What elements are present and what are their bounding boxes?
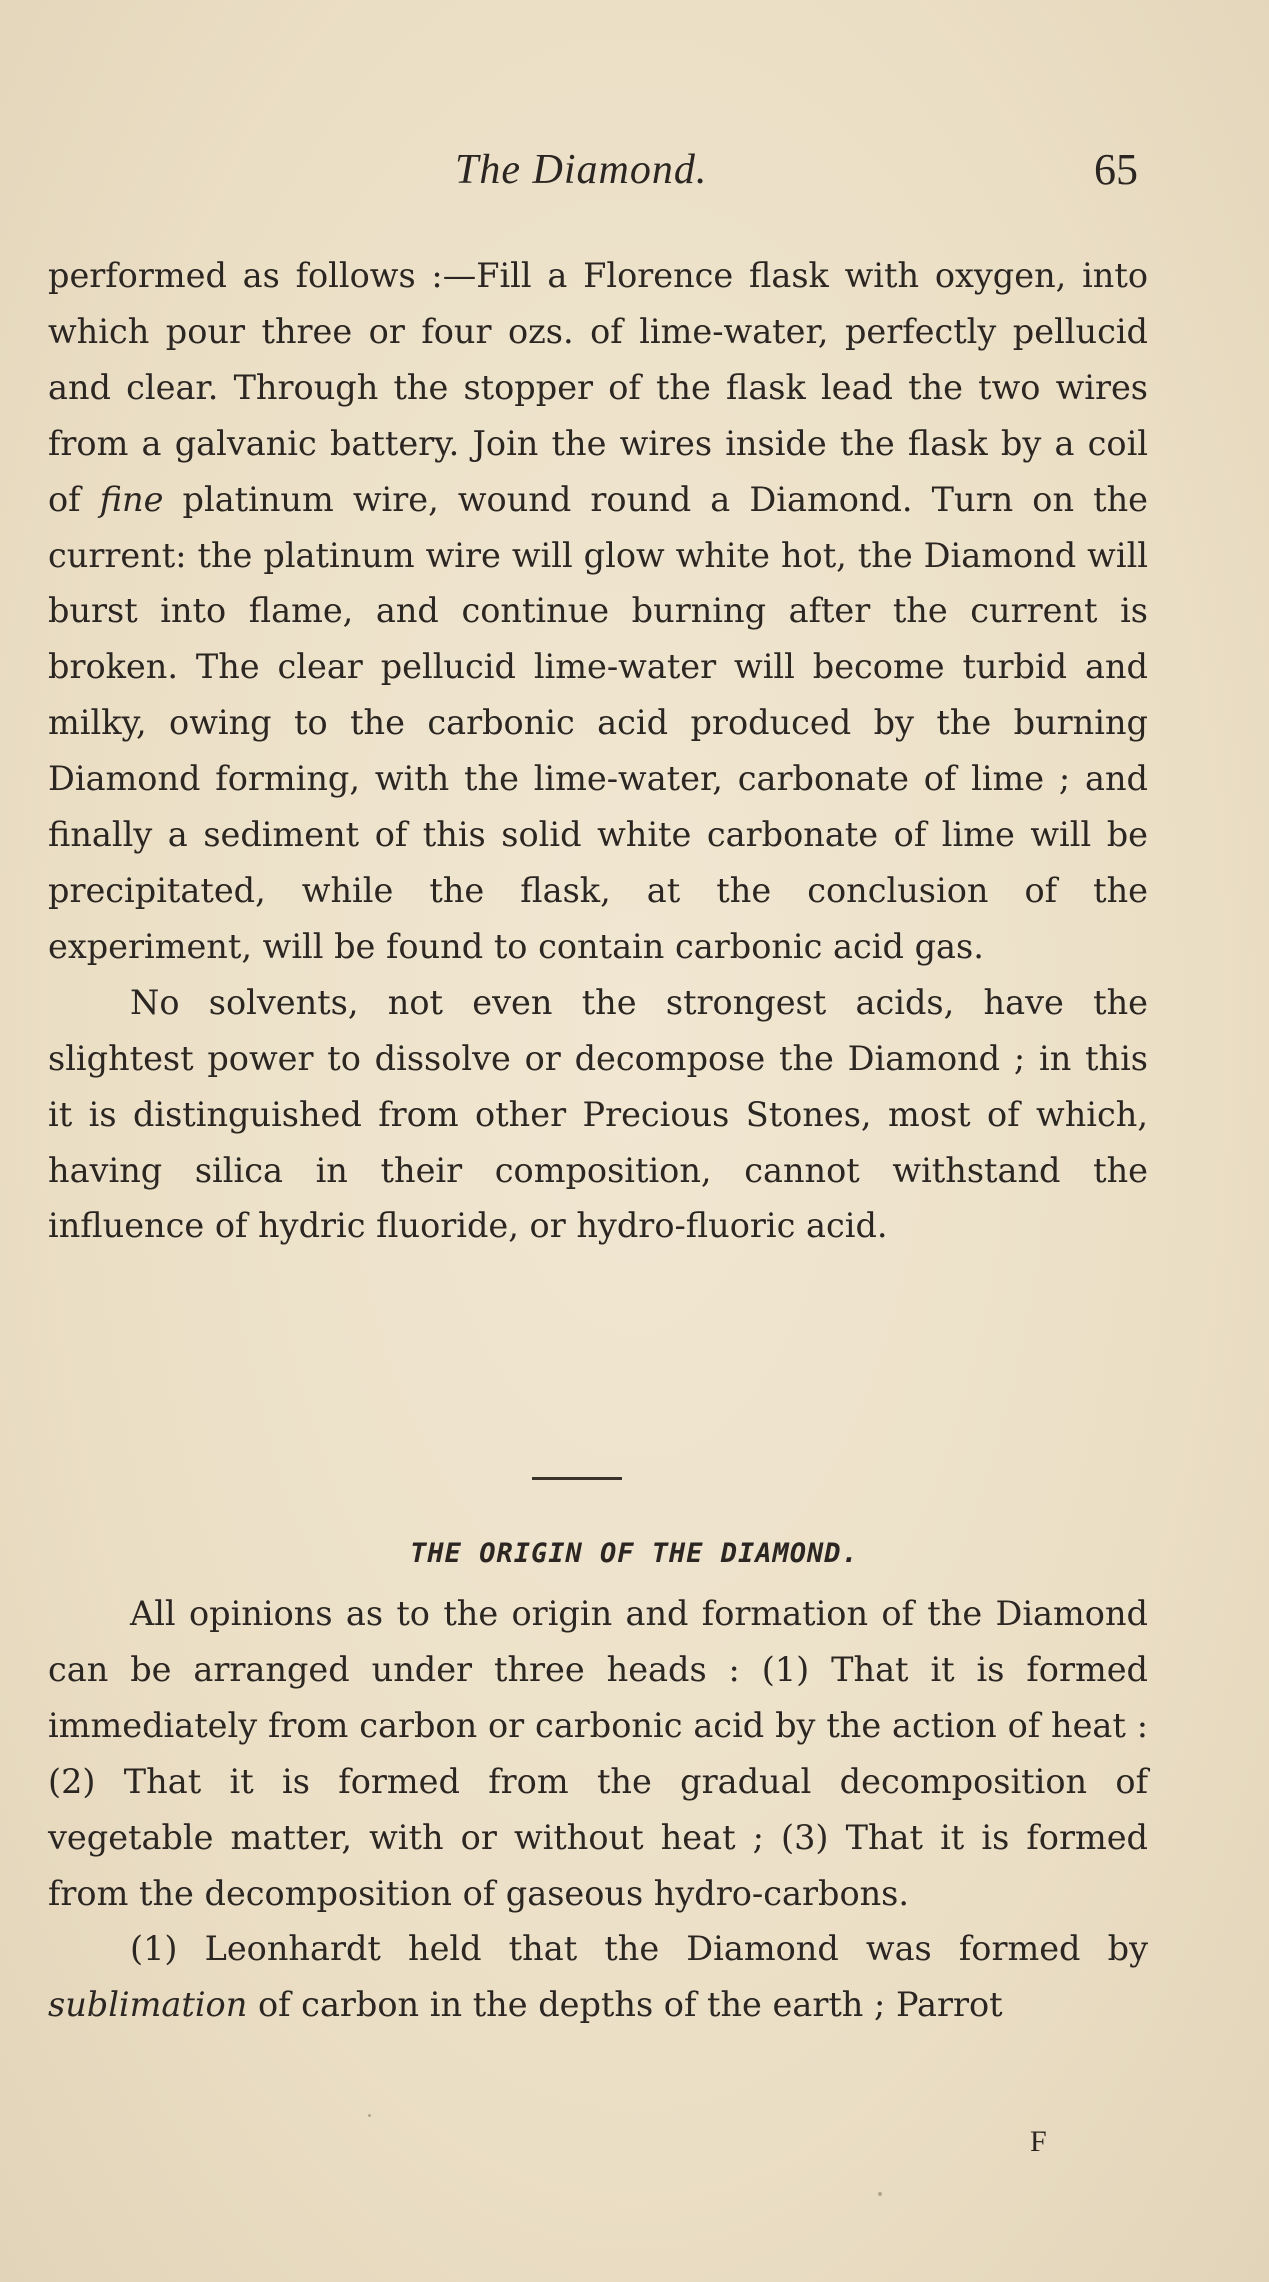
body-text-section <box>48 1586 1148 2033</box>
paragraph-leonhardt <box>48 1921 1148 2033</box>
paper-speck <box>368 2114 371 2117</box>
paper-speck <box>878 2192 882 2196</box>
paragraph-origin-heads: All opinions as to the origin and formation of the Diamond can be arranged under three heads : (1) That it is formed immediately from carbon or carbonic acid by the action of heat : (2) That it is formed from the gradual decomposition of vegetable matter, with or without heat ; (3) That it is formed from the decomposition of gaseous hydro-carbons. <box>48 1594 1148 1913</box>
paragraph-experiment <box>48 248 1148 975</box>
section-divider <box>532 1477 622 1480</box>
page-number: 65 <box>1094 145 1138 194</box>
emphasis-fine: fine <box>99 479 164 519</box>
paragraph-text: platinum wire, wound round a Diamond. Turn on the current: the platinum wire will glow white hot, the Diamond will burst into flame, and continue burning after the current is broken. The clear pellucid lime-water will become turbid and milky, owing to the carbonic acid produced by the burning Diamond forming, with the lime-water, carbonate of lime ; and finally a sediment of this solid white carbonate of lime will be precipitated, while the flask, at the conclusion of the experiment, will be found to contain carbonic acid gas. <box>48 479 1148 966</box>
paragraph-solvents: No solvents, not even the strongest acids, have the slightest power to dissolve or decompose the Diamond ; in this it is distinguished from other Precious Stones, most of which, having silica in their composition, cannot withstand the influence of hydric fluoride, or hydro-fluoric acid. <box>48 982 1148 1246</box>
emphasis-sublimation: sublimation <box>48 1985 248 2025</box>
body-text-top <box>48 248 1148 1254</box>
section-heading: THE ORIGIN OF THE DIAMOND. <box>410 1538 859 1569</box>
signature-mark: F <box>1030 2125 1047 2158</box>
running-title: The Diamond. <box>455 147 708 193</box>
paragraph-text: of carbon in the depths of the earth ; Parrot <box>247 1985 1003 2025</box>
running-head <box>0 140 1269 200</box>
paragraph-text: (1) Leonhardt held that the Diamond was formed by <box>130 1929 1148 1969</box>
paragraph-text: performed as follows :—Fill a Florence flask with oxygen, into which pour three or four ozs. of lime-water, perfectly pellucid and clear. Through the stopper of the flask lead the two wires from a galvanic battery. Join the wires inside the flask by a coil of <box>48 256 1148 519</box>
